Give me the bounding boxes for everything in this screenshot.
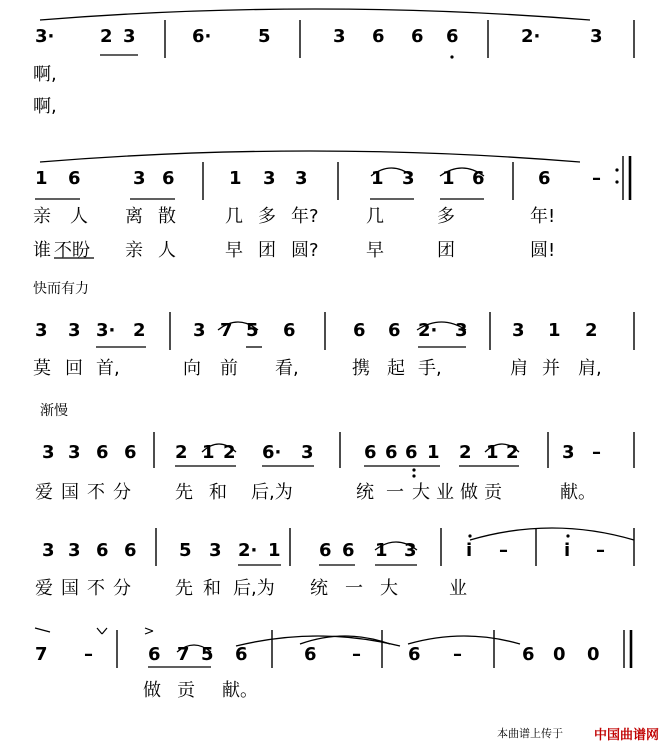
tie xyxy=(236,636,400,646)
lyric: 国 xyxy=(61,482,79,503)
lyric: 不 xyxy=(87,482,105,503)
note: 6 xyxy=(96,540,109,561)
system-4-notes xyxy=(0,444,663,466)
lyric: 业 xyxy=(436,482,454,503)
note: 6 xyxy=(388,320,401,341)
system-6-lyrics xyxy=(0,682,663,704)
note: 6 xyxy=(408,644,421,665)
note: 1 xyxy=(375,540,388,561)
note: 1 xyxy=(548,320,561,341)
note: 0 xyxy=(553,644,566,665)
lyric: 圆! xyxy=(530,240,556,261)
system-6-notes xyxy=(0,646,663,668)
tie xyxy=(40,9,590,20)
lyric: 统 xyxy=(356,482,374,503)
note: 2 xyxy=(585,320,598,341)
note: 2 xyxy=(133,320,146,341)
lyric: 莫 xyxy=(33,358,51,379)
lyric: 贡 xyxy=(484,482,502,503)
note: 1 xyxy=(427,442,440,463)
lyric: 回 xyxy=(65,358,83,379)
lyric: 离 xyxy=(125,206,143,227)
accent xyxy=(35,628,50,632)
lyric: 年! xyxy=(530,206,556,227)
octave-dot xyxy=(468,534,471,537)
note: 1 xyxy=(371,168,384,189)
note: 5 xyxy=(246,320,259,341)
lyric: 并 xyxy=(542,358,560,379)
note: 6 xyxy=(148,644,161,665)
octave-dot xyxy=(412,468,415,471)
note: 6· xyxy=(192,26,212,47)
note: – xyxy=(453,644,462,665)
lyric: 做 xyxy=(460,482,478,503)
lyric: 手, xyxy=(418,358,442,379)
note: 3 xyxy=(42,540,55,561)
note: 3 xyxy=(402,168,415,189)
lyric: 首, xyxy=(96,358,120,379)
lyric: 圆? xyxy=(291,240,319,261)
lyric: 谁 xyxy=(33,240,51,261)
note: 3 xyxy=(455,320,468,341)
lyric: 爱 xyxy=(35,482,53,503)
note: 6 xyxy=(283,320,296,341)
note: – xyxy=(596,540,605,561)
lyric: 多 xyxy=(258,206,276,227)
note: 6 xyxy=(372,26,385,47)
lyric: 啊, xyxy=(33,64,57,85)
note: 1 xyxy=(202,442,215,463)
note: 3· xyxy=(96,320,116,341)
lyric: 散 xyxy=(158,206,176,227)
note: 3 xyxy=(263,168,276,189)
tempo-marking: 渐慢 xyxy=(40,403,68,419)
note: 3 xyxy=(301,442,314,463)
note: 6 xyxy=(124,540,137,561)
octave-dot xyxy=(566,534,569,537)
note: 3 xyxy=(123,26,136,47)
note: 1 xyxy=(486,442,499,463)
lyric: 向 xyxy=(183,358,201,379)
note: 6 xyxy=(353,320,366,341)
note: 3 xyxy=(68,540,81,561)
note: 6 xyxy=(522,644,535,665)
tie xyxy=(408,636,520,644)
lyric: 多 xyxy=(437,206,455,227)
lyric: 统 xyxy=(310,578,328,599)
footer-label: 本曲谱上传于 xyxy=(497,727,563,740)
lyric: 做 xyxy=(143,680,161,701)
note: 3 xyxy=(209,540,222,561)
note: 7 xyxy=(35,644,48,665)
lyric: 先 xyxy=(175,482,193,503)
lyric: 国 xyxy=(61,578,79,599)
lyric: 团 xyxy=(258,240,276,261)
note: 1 xyxy=(442,168,455,189)
note: 2 xyxy=(223,442,236,463)
note: 6 xyxy=(405,442,418,463)
note: 3 xyxy=(68,442,81,463)
system-1-lyrics-2 xyxy=(0,98,663,120)
note: 3 xyxy=(42,442,55,463)
lyric: 团 xyxy=(437,240,455,261)
lyric: 一 xyxy=(345,578,363,599)
system-2-notes xyxy=(0,170,663,192)
note: 2 xyxy=(506,442,519,463)
note: 3 xyxy=(193,320,206,341)
note: 6 xyxy=(538,168,551,189)
note: 6 xyxy=(124,442,137,463)
lyric: 亲 xyxy=(125,240,143,261)
system-2-lyrics-1 xyxy=(0,208,663,230)
note: – xyxy=(352,644,361,665)
note: – xyxy=(592,168,601,189)
lyric: 业 xyxy=(449,578,467,599)
lyric: 分 xyxy=(113,578,131,599)
lyric: 人 xyxy=(158,240,176,261)
note: – xyxy=(84,644,93,665)
note: i xyxy=(564,540,571,561)
lyric: 先 xyxy=(175,578,193,599)
system-3-notes xyxy=(0,322,663,344)
note: 2· xyxy=(521,26,541,47)
lyric: 看, xyxy=(275,358,299,379)
note: 6 xyxy=(342,540,355,561)
note: 6 xyxy=(364,442,377,463)
note: 5 xyxy=(258,26,271,47)
lyric: 年? xyxy=(291,206,319,227)
tie xyxy=(40,151,580,162)
note: 7 xyxy=(220,320,233,341)
tempo-marking: 快而有力 xyxy=(33,281,89,297)
note: 2 xyxy=(100,26,113,47)
note: 3· xyxy=(35,26,55,47)
note: 0 xyxy=(587,644,600,665)
lyric: 后,为 xyxy=(251,482,293,503)
footer-brand[interactable]: 中国曲谱网 xyxy=(593,728,659,743)
system-5-notes xyxy=(0,542,663,564)
accent xyxy=(97,628,102,634)
lyric: 分 xyxy=(113,482,131,503)
lyric: 后,为 xyxy=(233,578,275,599)
note: 1 xyxy=(229,168,242,189)
note: 6 xyxy=(96,442,109,463)
lyric: 献。 xyxy=(222,680,258,701)
note: 5 xyxy=(201,644,214,665)
lyric: 几 xyxy=(225,206,243,227)
note: i xyxy=(466,540,473,561)
lyric: 早 xyxy=(366,240,384,261)
lyric: 携 xyxy=(352,358,370,379)
note: 3 xyxy=(133,168,146,189)
lyric: 大 xyxy=(380,578,398,599)
note: 1 xyxy=(268,540,281,561)
system-2-lyrics-2 xyxy=(0,242,663,264)
lyric: 肩, xyxy=(578,358,602,379)
lyric: 起 xyxy=(387,358,405,379)
note: 6 xyxy=(162,168,175,189)
note: 3 xyxy=(562,442,575,463)
note: 2· xyxy=(418,320,438,341)
lyric: 献。 xyxy=(560,482,596,503)
octave-dot xyxy=(412,474,415,477)
note: 3 xyxy=(512,320,525,341)
note: – xyxy=(499,540,508,561)
lyric: 和 xyxy=(203,578,221,599)
note: 7 xyxy=(177,644,190,665)
lyric: 贡 xyxy=(177,680,195,701)
lyric: 早 xyxy=(225,240,243,261)
system-5-lyrics xyxy=(0,580,663,602)
note: 6 xyxy=(472,168,485,189)
note: 2 xyxy=(175,442,188,463)
note: 6 xyxy=(68,168,81,189)
note: 6 xyxy=(304,644,317,665)
note: 3 xyxy=(590,26,603,47)
lyric: 几 xyxy=(366,206,384,227)
note: 6 xyxy=(411,26,424,47)
note: 1 xyxy=(35,168,48,189)
note: 6· xyxy=(262,442,282,463)
note: 2 xyxy=(459,442,472,463)
lyric: 啊, xyxy=(33,96,57,117)
system-3-lyrics xyxy=(0,360,663,382)
note: 2· xyxy=(238,540,258,561)
note: 6 xyxy=(319,540,332,561)
octave-dot xyxy=(450,55,453,58)
lyric: 一 xyxy=(386,482,404,503)
lyric: 人 xyxy=(70,206,88,227)
lyric: 大 xyxy=(412,482,430,503)
note: 6 xyxy=(235,644,248,665)
lyric: 和 xyxy=(209,482,227,503)
note: 3 xyxy=(68,320,81,341)
accent xyxy=(102,628,107,634)
accent xyxy=(145,631,153,634)
accent xyxy=(145,628,153,631)
system-4-lyrics xyxy=(0,484,663,506)
lyric: 前 xyxy=(220,358,238,379)
tie xyxy=(470,528,634,540)
note: 5 xyxy=(179,540,192,561)
note: 3 xyxy=(333,26,346,47)
note: 3 xyxy=(35,320,48,341)
system-1-notes xyxy=(0,28,663,50)
lyric: 肩 xyxy=(510,358,528,379)
system-1-lyrics-1 xyxy=(0,66,663,88)
lyric: 亲 xyxy=(33,206,51,227)
lyric: 不 xyxy=(87,578,105,599)
note: 6 xyxy=(385,442,398,463)
note: 6 xyxy=(446,26,459,47)
lyric: 爱 xyxy=(35,578,53,599)
note: 3 xyxy=(295,168,308,189)
note: – xyxy=(592,442,601,463)
lyric: 不盼 xyxy=(54,240,90,261)
note: 3 xyxy=(404,540,417,561)
